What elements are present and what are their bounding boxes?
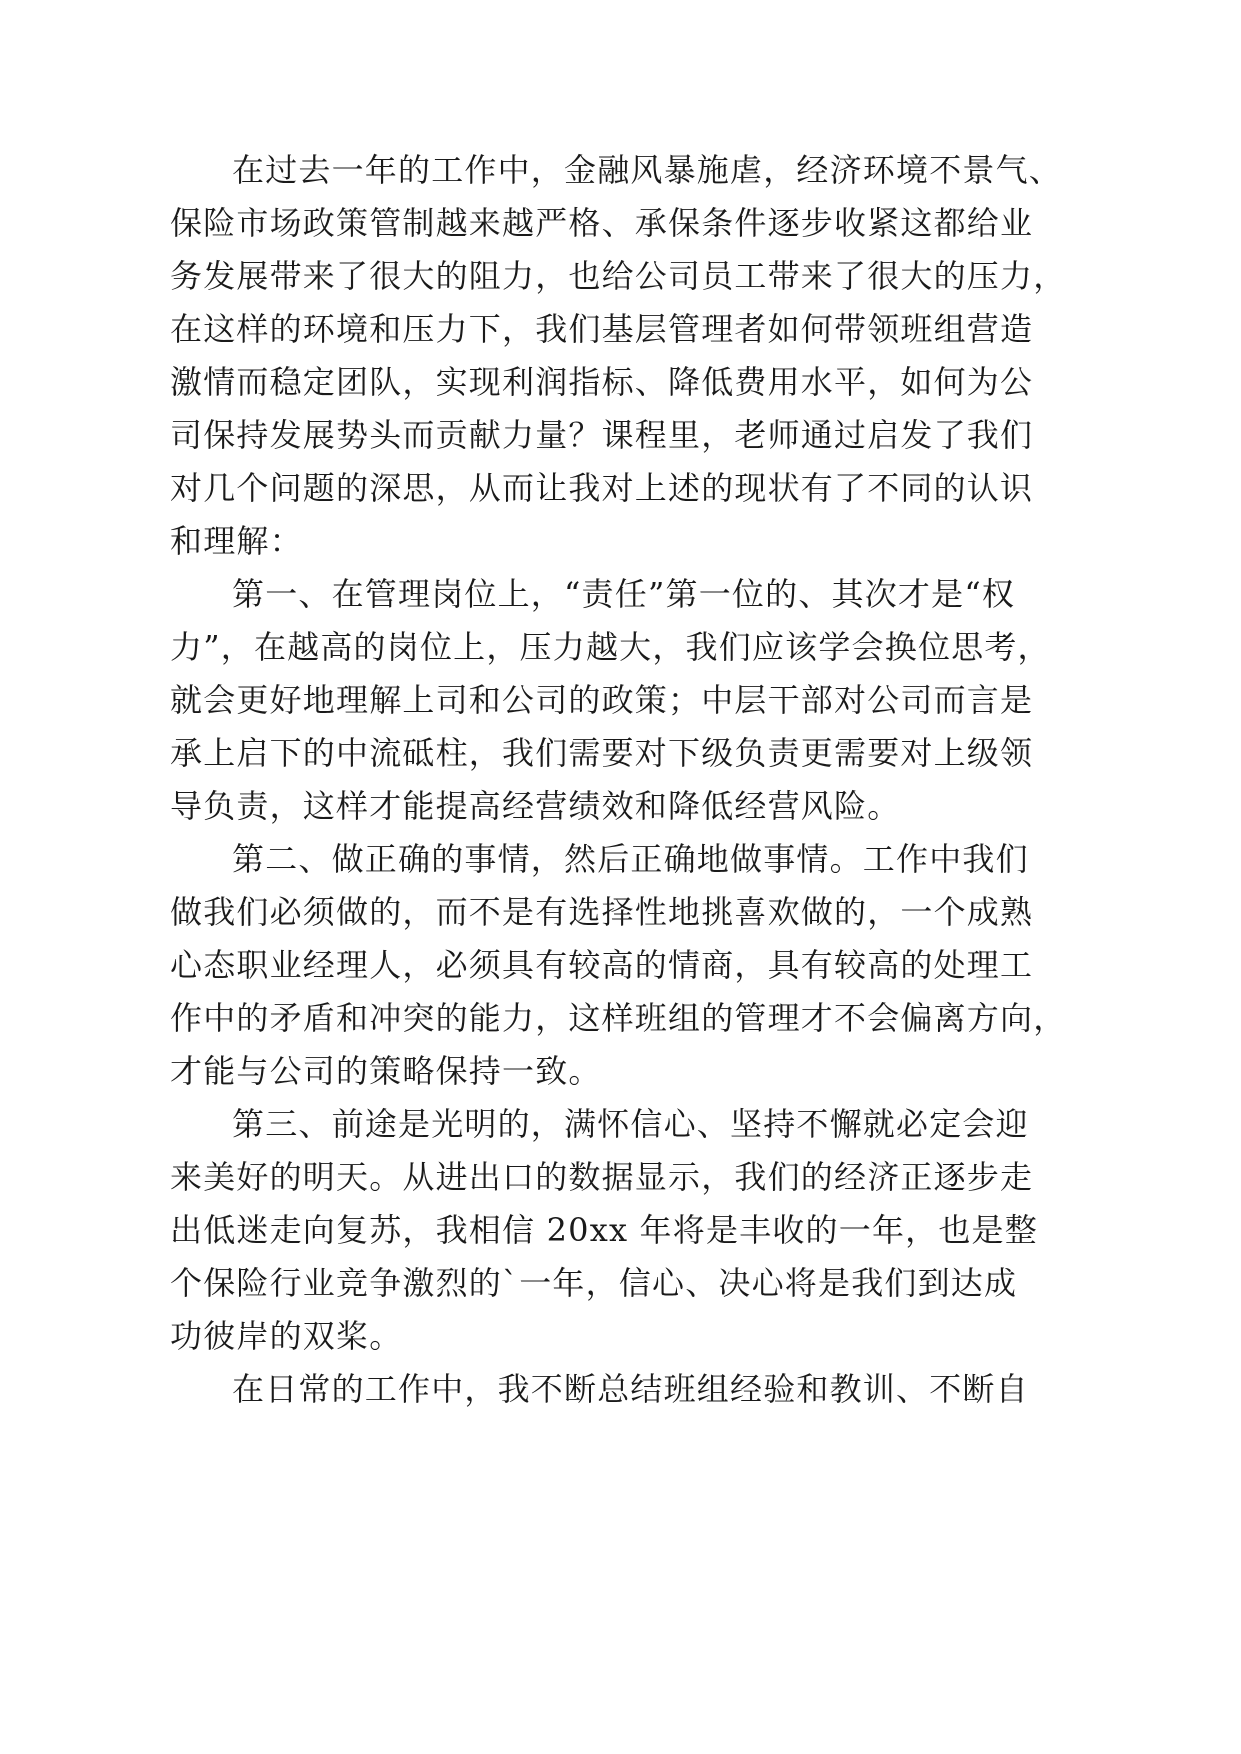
text-line: 来美好的明天。从进出口的数据显示，我们的经济正逐步走 bbox=[170, 1158, 1034, 1196]
text-line: 第三、前途是光明的，满怀信心、坚持不懈就必定会迎 bbox=[232, 1105, 1029, 1143]
text-line: 作中的矛盾和冲突的能力，这样班组的管理才不会偏离方向， bbox=[170, 999, 1067, 1037]
text-line: 和理解： bbox=[170, 522, 303, 560]
text-line: 就会更好地理解上司和公司的政策；中层干部对公司而言是 bbox=[170, 681, 1034, 719]
text-line: 个保险行业竞争激烈的`一年，信心、决心将是我们到达成 bbox=[170, 1264, 1018, 1302]
text-line: 第一、在管理岗位上，“责任”第一位的、其次才是“权 bbox=[232, 575, 1016, 613]
text-line: 出低迷走向复苏，我相信 20xx 年将是丰收的一年，也是整 bbox=[170, 1211, 1038, 1249]
text-line: 导负责，这样才能提高经营绩效和降低经营风险。 bbox=[170, 787, 901, 825]
text-line: 力”，在越高的岗位上，压力越大，我们应该学会换位思考， bbox=[170, 628, 1051, 666]
text-line: 心态职业经理人，必须具有较高的情商，具有较高的处理工 bbox=[170, 946, 1034, 984]
text-line: 第二、做正确的事情，然后正确地做事情。工作中我们 bbox=[232, 840, 1029, 878]
text-line: 才能与公司的策略保持一致。 bbox=[170, 1052, 602, 1090]
text-line: 在这样的环境和压力下，我们基层管理者如何带领班组营造 bbox=[170, 310, 1034, 348]
text-line: 务发展带来了很大的阻力，也给公司员工带来了很大的压力， bbox=[170, 257, 1067, 295]
text-line: 对几个问题的深思，从而让我对上述的现状有了不同的认识 bbox=[170, 469, 1034, 507]
text-line: 承上启下的中流砥柱，我们需要对下级负责更需要对上级领 bbox=[170, 734, 1034, 772]
text-line: 在过去一年的工作中，金融风暴施虐，经济环境不景气、 bbox=[232, 151, 1063, 189]
text-line: 司保持发展势头而贡献力量？课程里，老师通过启发了我们 bbox=[170, 416, 1034, 454]
text-line: 在日常的工作中，我不断总结班组经验和教训、不断自 bbox=[232, 1370, 1029, 1408]
text-line: 保险市场政策管制越来越严格、承保条件逐步收紧这都给业 bbox=[170, 204, 1034, 242]
text-line: 激情而稳定团队，实现利润指标、降低费用水平，如何为公 bbox=[170, 363, 1034, 401]
text-line: 做我们必须做的，而不是有选择性地挑喜欢做的，一个成熟 bbox=[170, 893, 1034, 931]
text-line: 功彼岸的双桨。 bbox=[170, 1317, 403, 1355]
